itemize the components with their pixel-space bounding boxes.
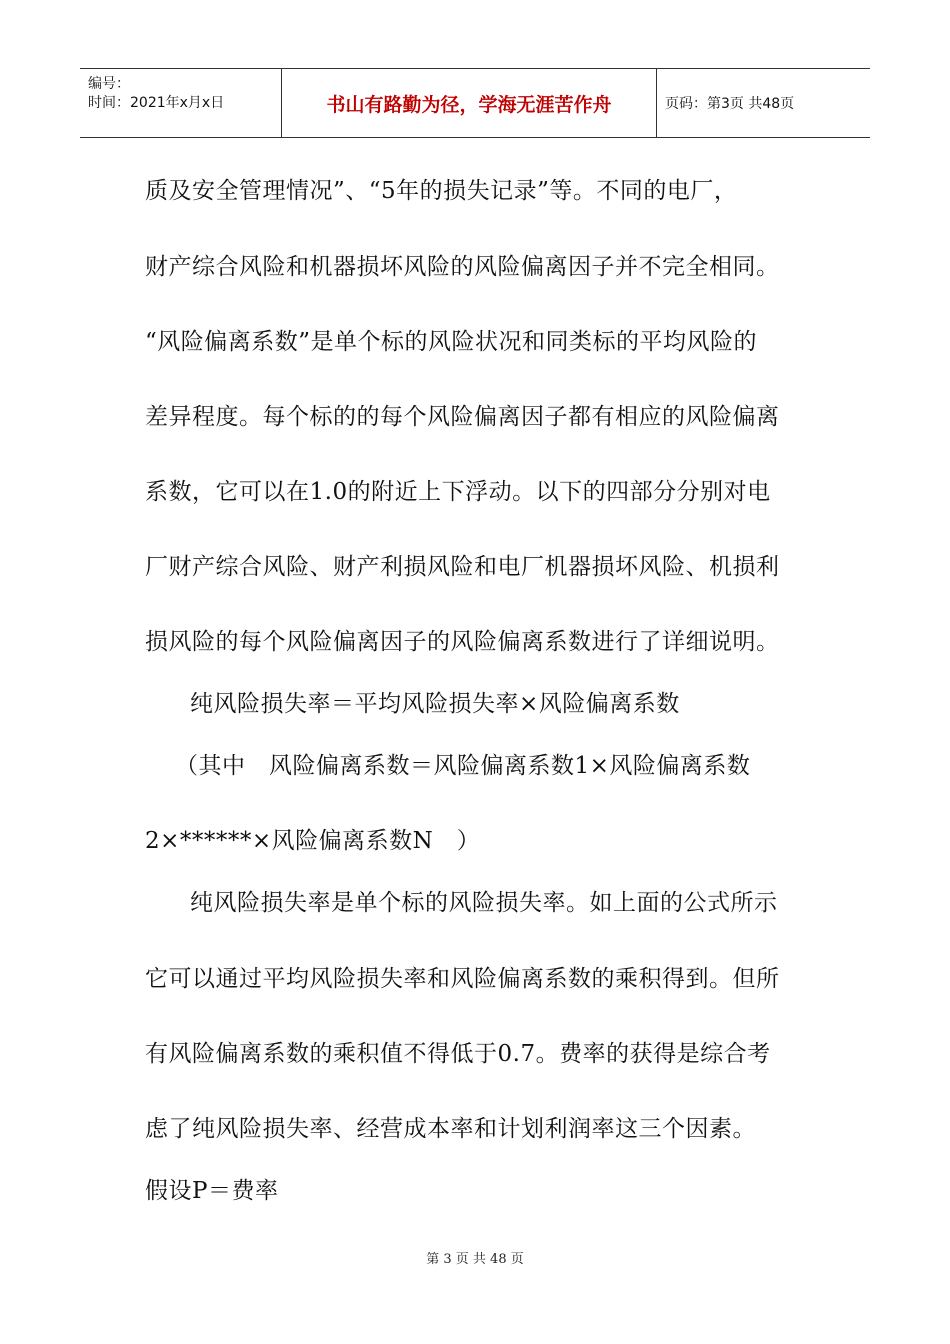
doc-time-label: 时间：2021年x月x日 xyxy=(88,95,225,111)
header-motto: 书山有路勤为径，学海无涯苦作舟 xyxy=(326,93,612,116)
body-line: 虑了纯风险损失率、经营成本率和计划利润率这三个因素。 xyxy=(145,1116,756,1142)
body-line: 差异程度。每个标的的每个风险偏离因子都有相应的风险偏离 xyxy=(145,404,780,430)
header-meta xyxy=(80,69,282,137)
body-line: 厂财产综合风险、财产利损风险和电厂机器损坏风险、机损利 xyxy=(145,554,780,580)
body-line: 财产综合风险和机器损坏风险的风险偏离因子并不完全相同。 xyxy=(145,254,780,280)
formula-line: 纯风险损失率＝平均风险损失率×风险偏离系数 xyxy=(190,691,680,717)
body-line: 系数，它可以在1.0的附近上下浮动。以下的四部分分别对电 xyxy=(145,479,771,505)
page-header xyxy=(80,68,870,138)
header-motto-cell xyxy=(282,69,657,137)
formula-line: （其中 风险偏离系数＝风险偏离系数1×风险偏离系数 xyxy=(175,753,751,779)
body-line: 质及安全管理情况”、“5年的损失记录”等。不同的电厂， xyxy=(145,178,738,204)
header-page-info: 页码：第3页 共48页 xyxy=(665,96,795,112)
body-line: 纯风险损失率是单个标的风险损失率。如上面的公式所示 xyxy=(190,890,778,916)
doc-code-label: 编号： xyxy=(88,76,130,92)
body-line: “风险偏离系数”是单个标的风险状况和同类标的平均风险的 xyxy=(145,329,758,355)
body-line: 损风险的每个风险偏离因子的风险偏离系数进行了详细说明。 xyxy=(145,629,780,655)
body-line: 有风险偏离系数的乘积值不得低于0.7。费率的获得是综合考 xyxy=(145,1041,771,1067)
body-line: 假设P＝费率 xyxy=(145,1178,279,1204)
page-footer: 第 3 页 共 48 页 xyxy=(426,1252,524,1267)
formula-line: 2×******×风险偏离系数N ） xyxy=(145,828,481,854)
body-line: 它可以通过平均风险损失率和风险偏离系数的乘积得到。但所 xyxy=(145,966,780,992)
